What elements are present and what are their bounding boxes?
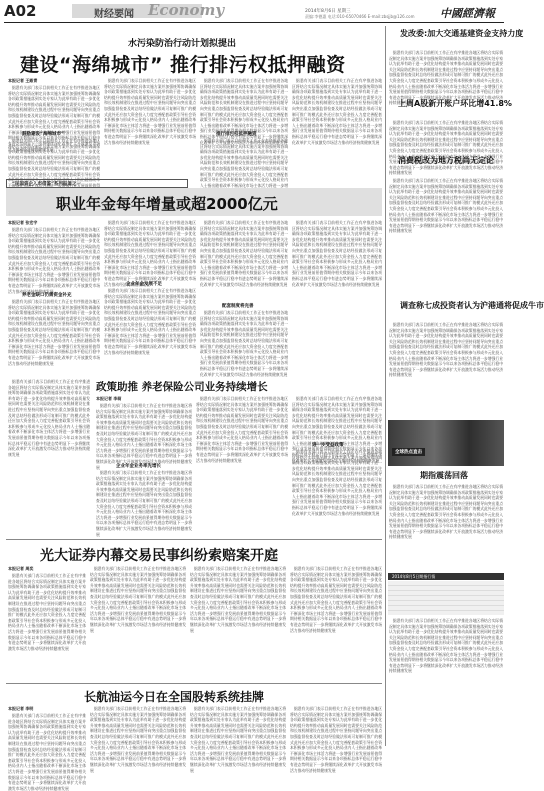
bottom1-body-col1 [8,573,86,681]
series-tag: “民国资企入市借鉴”系列报道之一 [12,182,81,187]
policy-body-col1a [96,403,192,461]
feature-body-col2a [104,220,196,280]
lead-body-col3b [200,138,288,174]
header-rule [4,22,504,23]
feature-subhead-3: 配套制度将完善 [222,304,254,309]
policy-subhead-1: 企业年金业务率先增长 [116,464,161,469]
sidebar-item2-body [389,120,503,152]
sidebar-item2-title: 上周A股新开账户环比增41.8% [398,99,512,108]
policy-body-col2 [196,396,288,537]
bottom2-body-col3 [190,706,286,746]
policy-body-col1b [96,470,192,537]
feature-byline: 本报记者 张宏宇 [8,220,38,225]
feature-body-col2b [104,288,196,377]
editor-contact: 责编:李德惠 电话:010-65070466 E-mail:zbsjjb@126.com [305,14,415,19]
sidebar-item3-title: 消费税改为地方税尚无定论 [398,156,494,165]
sidebar-item1-title: 发改委:加大交通基建资金支持力度 [400,29,524,38]
lead-body-col3a [200,78,288,130]
section-rule-1 [6,539,382,540]
policy-headline: 政策助推 养老保险公司业务持续增长 [96,381,268,393]
bottom2-byline: 本报记者 李明 [8,706,34,711]
bottom1-byline: 本报记者 周奕 [8,566,34,571]
sidebar-item1-body [389,50,503,96]
policy-body-col3b [292,449,382,537]
lead-kicker: 水污染防治行动计划拟提出 [128,39,237,49]
lead-body-col4 [292,78,382,174]
sidebar-item6-body [389,618,503,746]
sidebar-divider [385,26,386,746]
news-photo [388,420,504,466]
sidebar-item4-body [389,322,503,418]
bottom1-body-col3 [190,566,286,681]
bottom2-headline: 长航油运今日在全国股转系统挂牌 [84,690,265,704]
feature-body-col1b [8,299,100,377]
lead-byline: 本报记者 王殿青 [8,78,38,83]
feature-subhead-2: 企业年金发展不足 [126,282,162,287]
section-rule-2 [6,683,382,684]
policy-body-col3a [292,396,382,440]
lead-subhead-2: 推行排污权抵押融资 [216,132,257,137]
section-title-en: Economy [148,1,225,19]
policy-byline: 本报记者 李萌 [96,396,122,401]
sidebar-item5-body [389,484,503,570]
page-number: A02 [4,2,37,20]
feature-body-col4 [292,220,382,377]
lead-body-col1a [8,85,100,129]
ticker-title: 2014年8月5日期指行情 [392,574,436,579]
lead-subhead-1: 鼓励建设“海绵城市” [22,132,64,137]
bottom1-headline: 光大证券内幕交易民事纠纷索赔案开庭 [40,548,278,564]
feature-body-col3a [200,220,288,302]
bottom2-body-col4 [290,706,382,746]
lead-body-col1b [8,138,100,174]
feature-body-col3b [200,310,288,377]
sidebar-item4-title: 调查称七成投资者认为沪港通将促成牛市 [400,301,544,310]
masthead [0,0,508,22]
lead-body-col2 [104,78,196,174]
policy-side-body [8,379,90,537]
feature-body-col1a [8,227,100,291]
feature-headline: 职业年金每年增量或超2000亿元 [56,195,278,213]
policy-subhead-2: 进一步受益政策 [312,443,344,448]
bottom2-body-col1 [8,713,86,746]
issue-date: 2014年8月6日 星期三 [305,9,351,14]
bottom1-body-col4 [290,566,382,681]
sidebar-item3-body [389,178,503,300]
bottom2-body-col2 [90,706,186,746]
ticker-table [388,581,504,615]
sidebar-item5-title: 期指震荡回落 [420,471,468,480]
feature-subhead-1: 养老金缺口仍需资金补充 [22,293,72,298]
lead-headline: 建设“海绵城市” 推行排污权抵押融资 [20,54,346,76]
bottom1-body-col2 [90,566,186,681]
photo-caption: 全球热点直击 [392,448,425,456]
section-title: 财经要闻 [94,9,134,20]
newspaper-logo: 中國經濟報 [440,7,495,20]
